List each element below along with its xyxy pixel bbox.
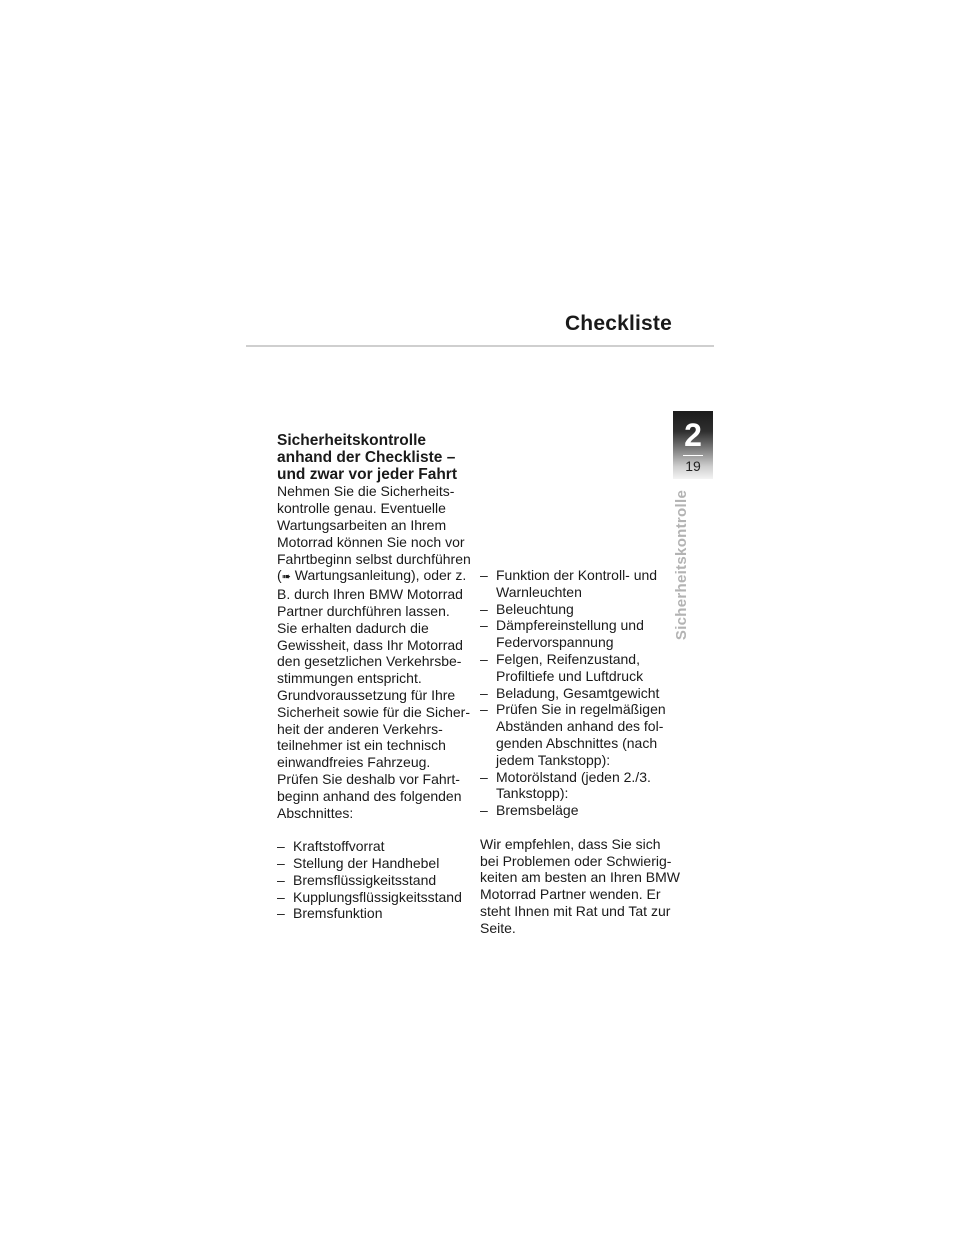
list-item — [480, 685, 680, 702]
list-item-text: Prüfen Sie in regelmäßigen Abständen anhand des folgenden Abschnittes (nach jedem Tankstopp): — [496, 701, 666, 768]
list-item — [480, 601, 680, 618]
list-item — [480, 617, 680, 651]
list-item — [480, 651, 680, 685]
list-item — [277, 855, 473, 872]
list-item-text: Bremsfunktion — [293, 905, 383, 922]
dash-bullet: – — [480, 701, 488, 718]
dash-bullet: – — [277, 838, 285, 855]
dash-bullet: – — [480, 768, 488, 785]
paragraph-check-instruction: Prüfen Sie deshalb vor Fahrtbeginn anhand des folgenden Abschnittes: — [277, 770, 462, 821]
intro-text-after: Wartungsanleitung), oder z. B. durch Ihren BMW Motorrad Partner durchführen lassen. — [277, 567, 467, 619]
dash-bullet: – — [480, 650, 488, 667]
list-item-text: Funktion der Kontroll- und Warnleuchten — [496, 567, 658, 600]
list-item-text: Stellung der Handhebel — [293, 854, 440, 871]
dash-bullet: – — [480, 684, 488, 701]
list-item — [480, 701, 680, 768]
list-item-text: Felgen, Reifenzustand, Profiltiefe und Luftdruck — [496, 650, 644, 684]
spacer — [277, 821, 473, 838]
closing-paragraph: Wir empfehlen, dass Sie sich bei Problemen oder Schwierigkeiten am besten an Ihren BMW Motorrad Partner wenden. Er steht Ihnen mit Rat und Tat zur Seite. — [480, 835, 680, 936]
chapter-tab — [673, 411, 713, 479]
list-item-text: Kraftstoffvorrat — [293, 838, 385, 855]
list-item — [277, 905, 473, 922]
paragraph-requirement: Grundvoraussetzung für Ihre Sicherheit sowie für die Sicherheit der anderen Verkehrsteilnehmer ist ein technisch einwandfreies Fahrzeug. — [277, 686, 470, 771]
dash-bullet: – — [277, 854, 285, 871]
intro-paragraph — [277, 483, 473, 619]
dash-bullet: – — [480, 567, 488, 583]
dash-bullet: – — [480, 617, 488, 634]
section-side-label: Sicherheitskontrolle — [673, 489, 690, 641]
list-item-text: Beladung, Gesamtgewicht — [496, 684, 660, 701]
list-item — [480, 567, 680, 601]
page-title: Checkliste — [564, 312, 672, 335]
list-item-text: Bremsbeläge — [496, 802, 579, 819]
checklist-right — [480, 567, 680, 819]
list-item-text: Beleuchtung — [496, 600, 574, 617]
list-item — [277, 889, 473, 906]
dash-bullet: – — [480, 802, 488, 819]
chapter-number: 2 — [684, 417, 702, 453]
right-column — [480, 567, 680, 937]
dash-bullet: – — [277, 888, 285, 905]
intro-text-before: Nehmen Sie die Sicherheitskontrolle genau. Eventuelle Wartungsarbeiten an Ihrem Motorrad können Sie noch vor Fahrtbeginn selbst durchführen ( — [277, 483, 471, 584]
list-item-text: Bremsflüssigkeitsstand — [293, 871, 437, 888]
list-item-text: Motorölstand (jeden 2./3. Tankstopp): — [496, 768, 651, 802]
list-item — [277, 838, 473, 855]
checklist-left — [277, 838, 473, 922]
reference-arrow-icon: ➠ — [281, 571, 291, 584]
section-heading: Sicherheitskontrolle anhand der Checkliste – und zwar vor jeder Fahrt — [277, 432, 458, 483]
list-item-text: Kupplungsflüssigkeitsstand — [293, 888, 462, 905]
page-number: 19 — [685, 458, 701, 474]
title-divider — [246, 345, 714, 347]
list-item-text: Dämpfereinstellung und Federvorspannung — [496, 617, 644, 651]
dash-bullet: – — [277, 905, 285, 922]
left-column — [277, 433, 473, 922]
spacer — [480, 819, 680, 836]
paragraph-certainty: Sie erhalten dadurch die Gewissheit, dass Ihr Motorrad den gesetzlichen Verkehrsbestimmungen entspricht. — [277, 619, 463, 687]
dash-bullet: – — [277, 871, 285, 888]
list-item — [480, 802, 680, 819]
list-item — [480, 769, 680, 803]
dash-bullet: – — [480, 600, 488, 617]
list-item — [277, 872, 473, 889]
chapter-divider — [683, 455, 703, 456]
